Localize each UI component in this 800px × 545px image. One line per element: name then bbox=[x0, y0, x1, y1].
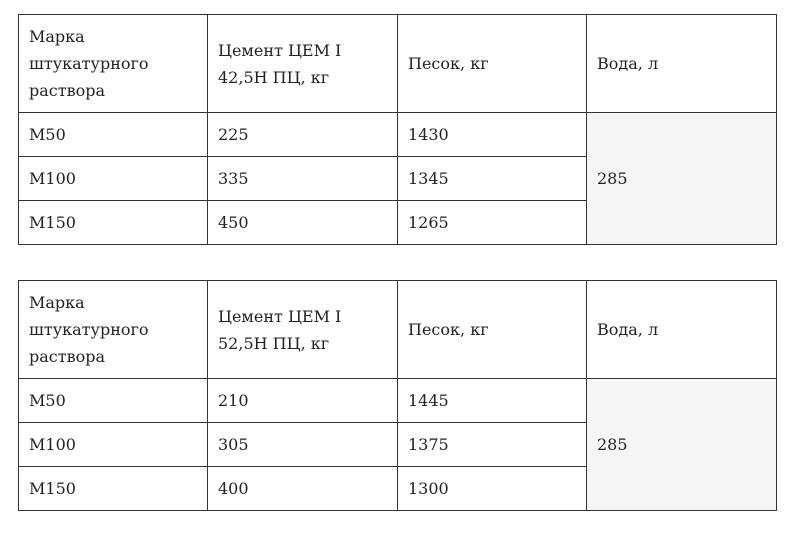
header-sand: Песок, кг bbox=[398, 15, 587, 113]
table-header-row bbox=[19, 281, 777, 379]
header-water: Вода, л bbox=[587, 281, 777, 379]
mix-table-cem-52-5 bbox=[18, 280, 777, 511]
header-sand: Песок, кг bbox=[398, 281, 587, 379]
cell-cement: 210 bbox=[208, 379, 398, 423]
cell-grade: М50 bbox=[19, 113, 208, 157]
cell-grade: М150 bbox=[19, 467, 208, 511]
cell-grade: М150 bbox=[19, 201, 208, 245]
cell-sand: 1375 bbox=[398, 423, 587, 467]
cell-cement: 450 bbox=[208, 201, 398, 245]
cell-grade: М100 bbox=[19, 423, 208, 467]
cell-grade: М100 bbox=[19, 157, 208, 201]
header-grade: Марка штукатурного раствора bbox=[19, 281, 208, 379]
cell-water: 285 bbox=[587, 379, 777, 511]
table-header-row bbox=[19, 15, 777, 113]
cell-cement: 305 bbox=[208, 423, 398, 467]
cell-sand: 1265 bbox=[398, 201, 587, 245]
cell-cement: 335 bbox=[208, 157, 398, 201]
header-water: Вода, л bbox=[587, 15, 777, 113]
cell-sand: 1300 bbox=[398, 467, 587, 511]
cell-sand: 1445 bbox=[398, 379, 587, 423]
mix-table-cem-42-5 bbox=[18, 14, 777, 245]
cell-grade: М50 bbox=[19, 379, 208, 423]
table-row bbox=[19, 379, 777, 423]
table-row bbox=[19, 113, 777, 157]
header-cement: Цемент ЦЕМ I 42,5Н ПЦ, кг bbox=[208, 15, 398, 113]
header-cement: Цемент ЦЕМ I 52,5Н ПЦ, кг bbox=[208, 281, 398, 379]
cell-water: 285 bbox=[587, 113, 777, 245]
cell-cement: 400 bbox=[208, 467, 398, 511]
cell-cement: 225 bbox=[208, 113, 398, 157]
header-grade: Марка штукатурного раствора bbox=[19, 15, 208, 113]
cell-sand: 1345 bbox=[398, 157, 587, 201]
cell-sand: 1430 bbox=[398, 113, 587, 157]
